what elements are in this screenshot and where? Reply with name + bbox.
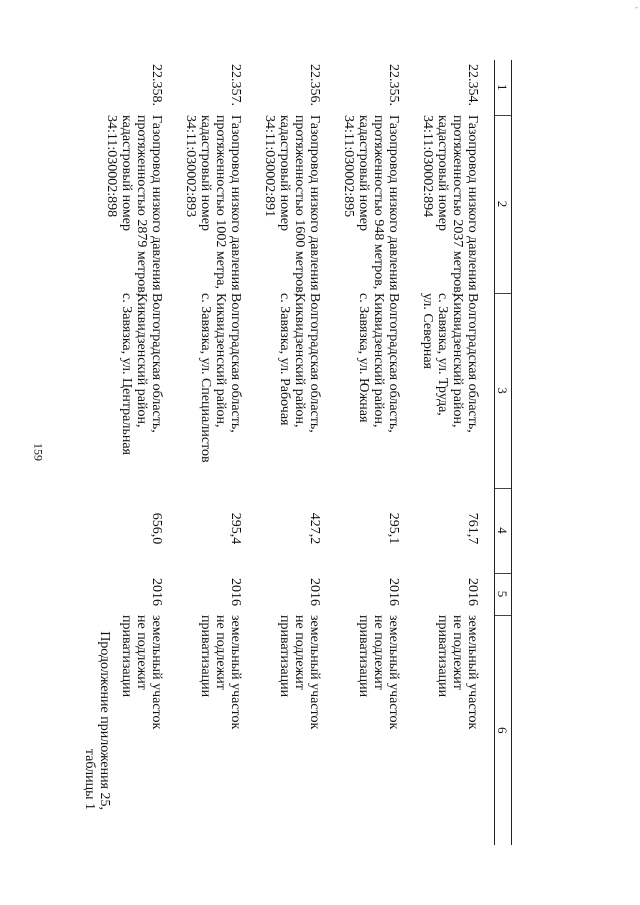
column-header-2: 2 bbox=[495, 115, 512, 293]
privatization-note-line: не подлежит bbox=[371, 615, 386, 690]
privatization-note bbox=[178, 615, 257, 845]
privatization-note bbox=[415, 615, 495, 845]
object-name bbox=[257, 115, 336, 297]
object-name-line: кадастровый номер bbox=[277, 115, 292, 231]
caption-line-1: Продолжение приложения 25, bbox=[97, 631, 112, 810]
column-header-4: 4 bbox=[495, 488, 512, 573]
object-name bbox=[99, 115, 178, 297]
object-year: 2016 bbox=[465, 578, 480, 606]
object-name-line: кадастровый номер bbox=[356, 115, 371, 231]
property-table bbox=[99, 60, 512, 845]
privatization-note-line: не подлежит bbox=[134, 615, 149, 690]
object-name-line: протяженностью 2037 метров, bbox=[450, 115, 465, 297]
object-address-line: Волгоградская область, bbox=[386, 293, 401, 433]
column-header-3: 3 bbox=[495, 293, 512, 488]
column-header-6: 6 bbox=[495, 615, 512, 845]
object-value: 761,7 bbox=[465, 512, 480, 545]
object-name-line: 34:11:030002:894 bbox=[420, 115, 435, 218]
object-address-line: ул. Северная bbox=[420, 293, 435, 369]
object-address-line: Волгоградская область, bbox=[149, 293, 164, 433]
object-value: 295,1 bbox=[386, 512, 401, 545]
privatization-note-line: приватизации bbox=[198, 615, 213, 698]
edge-mark: - bbox=[635, 2, 638, 12]
object-name bbox=[415, 115, 495, 297]
object-address-line: Волгоградская область, bbox=[465, 293, 480, 433]
object-name-line: протяженностью 2879 метров, bbox=[134, 115, 149, 297]
privatization-note-line: земельный участок bbox=[386, 615, 401, 730]
object-name-line: Газопровод низкого давления bbox=[386, 115, 401, 291]
privatization-note-line: земельный участок bbox=[465, 615, 480, 730]
privatization-note-line: приватизации bbox=[119, 615, 134, 698]
object-address-line: с. Завязка, ул. Южная bbox=[356, 293, 371, 423]
object-value: 656,0 bbox=[149, 512, 164, 545]
privatization-note-line: не подлежит bbox=[450, 615, 465, 690]
object-year: 2016 bbox=[386, 578, 401, 606]
row-number: 22.355. bbox=[386, 64, 401, 106]
object-name bbox=[336, 115, 415, 293]
object-address-line: с. Завязка, ул. Центральная bbox=[119, 293, 134, 455]
object-address-line: Волгоградская область, bbox=[228, 293, 243, 433]
object-value: 295,4 bbox=[228, 512, 243, 545]
page-number: 159 bbox=[31, 443, 46, 461]
privatization-note-line: земельный участок bbox=[149, 615, 164, 730]
table-row bbox=[257, 60, 336, 845]
privatization-note bbox=[257, 615, 336, 845]
table-body bbox=[99, 60, 495, 845]
object-address-line: Киквидзенский район, bbox=[450, 293, 465, 428]
table-header-row bbox=[495, 60, 512, 845]
object-name-line: кадастровый номер bbox=[119, 115, 134, 231]
object-year: 2016 bbox=[307, 578, 322, 606]
row-number: 22.356. bbox=[307, 64, 322, 106]
privatization-note-line: приватизации bbox=[277, 615, 292, 698]
privatization-note-line: приватизации bbox=[356, 615, 371, 698]
object-name-line: 34:11:030002:898 bbox=[104, 115, 119, 218]
row-number: 22.357. bbox=[228, 64, 243, 106]
row-number: 22.358. bbox=[149, 64, 164, 106]
row-number: 22.354. bbox=[465, 64, 480, 106]
object-name-line: 34:11:030002:895 bbox=[341, 115, 356, 218]
privatization-note-line: земельный участок bbox=[228, 615, 243, 730]
object-name-line: кадастровый номер bbox=[198, 115, 213, 231]
object-address bbox=[257, 293, 336, 488]
object-name-line: протяженностью 948 метров, bbox=[371, 115, 386, 290]
object-value: 427,2 bbox=[307, 512, 322, 545]
object-address-line: Киквидзенский район, bbox=[371, 293, 386, 428]
object-address-line: с. Завязка, ул. Специалистов bbox=[198, 293, 213, 463]
object-address-line: Волгоградская область, bbox=[307, 293, 322, 433]
object-address bbox=[336, 293, 415, 488]
object-name-line: Газопровод низкого давления bbox=[307, 115, 322, 291]
column-header-1: 1 bbox=[495, 60, 512, 115]
table-row bbox=[99, 60, 178, 845]
object-name-line: Газопровод низкого давления bbox=[149, 115, 164, 291]
object-name-line: протяженностью 1002 метра, bbox=[213, 115, 228, 289]
object-address bbox=[415, 293, 495, 488]
privatization-note-line: не подлежит bbox=[213, 615, 228, 690]
object-year: 2016 bbox=[228, 578, 243, 606]
object-name-line: кадастровый номер bbox=[435, 115, 450, 231]
object-address-line: Киквидзенский район, bbox=[292, 293, 307, 428]
table-row bbox=[415, 60, 495, 845]
privatization-note-line: земельный участок bbox=[307, 615, 322, 730]
object-address-line: с. Завязка, ул. Труда, bbox=[435, 293, 450, 416]
object-name bbox=[178, 115, 257, 293]
object-name-line: Газопровод низкого давления bbox=[228, 115, 243, 291]
object-address bbox=[178, 293, 257, 488]
object-address-line: с. Завязка, ул. Рабочая bbox=[277, 293, 292, 426]
object-year: 2016 bbox=[149, 578, 164, 606]
object-name-line: 34:11:030002:893 bbox=[183, 115, 198, 218]
table-row bbox=[336, 60, 415, 845]
privatization-note bbox=[99, 615, 178, 845]
object-name-line: протяженностью 1600 метров, bbox=[292, 115, 307, 297]
object-address-line: Киквидзенский район, bbox=[134, 293, 149, 428]
privatization-note bbox=[336, 615, 415, 845]
table-row bbox=[178, 60, 257, 845]
object-name-line: Газопровод низкого давления bbox=[465, 115, 480, 291]
privatization-note-line: не подлежит bbox=[292, 615, 307, 690]
object-address-line: Киквидзенский район, bbox=[213, 293, 228, 428]
privatization-note-line: приватизации bbox=[435, 615, 450, 698]
caption-line-2: таблицы 1 bbox=[82, 748, 97, 810]
column-header-5: 5 bbox=[495, 573, 512, 615]
object-address bbox=[99, 293, 178, 488]
object-name-line: 34:11:030002:891 bbox=[262, 115, 277, 218]
